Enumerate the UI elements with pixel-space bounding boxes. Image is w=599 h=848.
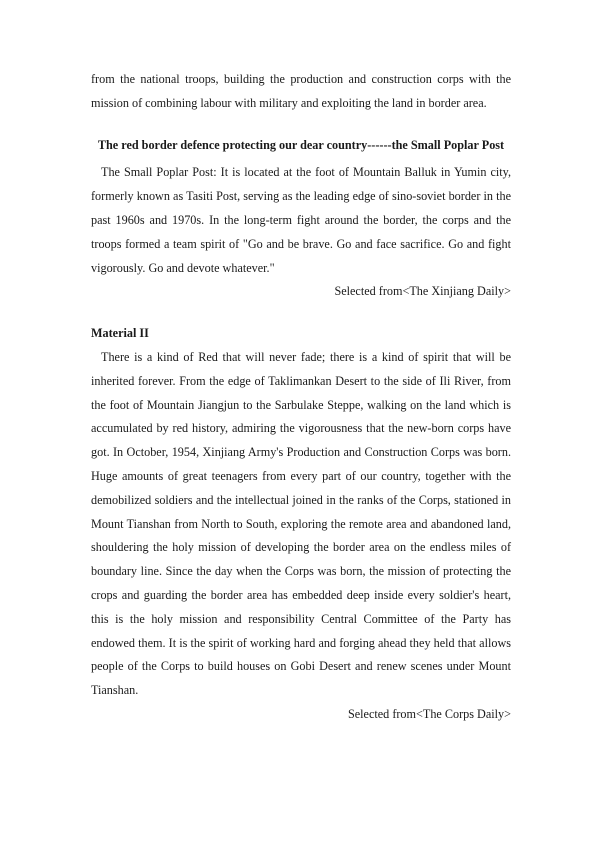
section-heading-material-ii: Material II bbox=[91, 326, 149, 341]
intro-paragraph: from the national troops, building the production and construction corps with the mission of combining labour with military and exploiting the land in border area. bbox=[91, 72, 511, 110]
spacer bbox=[91, 116, 511, 134]
source-citation-xinjiang-daily: Selected from<The Xinjiang Daily> bbox=[334, 284, 511, 299]
source-citation-corps-daily: Selected from<The Corps Daily> bbox=[347, 706, 511, 721]
spacer bbox=[91, 304, 511, 322]
document-page bbox=[91, 68, 511, 727]
section-heading-small-poplar-post: The red border defence protecting our dear country------the Small Poplar Post bbox=[97, 137, 505, 152]
small-poplar-post-paragraph: The Small Poplar Post: It is located at the foot of Mountain Balluk in Yumin city, formerly known as Tasiti Post, serving as the leading edge of sino-soviet border in the past 1960s and 1970s. In the long-term fight around the border, the corps and the troops formed a team spirit of "Go and be brave. Go and face sacrifice. Go and fight vigorously. Go and devote whatever." bbox=[91, 165, 511, 275]
material-ii-paragraph: There is a kind of Red that will never fade; there is a kind of spirit that will be inherited forever. From the edge of Taklimankan Desert to the side of Ili River, from the foot of Mountain Jiangjun to the Sarbulake Steppe, walking on the land which is accumulated by red history, admiring the vigorousness that the new-born corps have got. In October, 1954, Xinjiang Army's Production and Construction Corps was born. Huge amounts of great teenagers from every part of our country, together with the demobilized soldiers and the intellectual joined in the ranks of the Corps, stationed in Mount Tianshan from North to South, exploring the remote area and abandoned land, shouldering the holy mission of developing the border area on the endless miles of boundary line. Since the day when the Corps was born, the mission of protecting the crops and guarding the border area has embedded deep inside every soldier's heart, this is the holy mission and responsibility Central Committee of the Party has endowed them. It is the spirit of working hard and forging ahead they held that allows people of the Corps to build houses on Gobi Desert and renew scenes under Mount Tianshan. bbox=[91, 349, 511, 698]
